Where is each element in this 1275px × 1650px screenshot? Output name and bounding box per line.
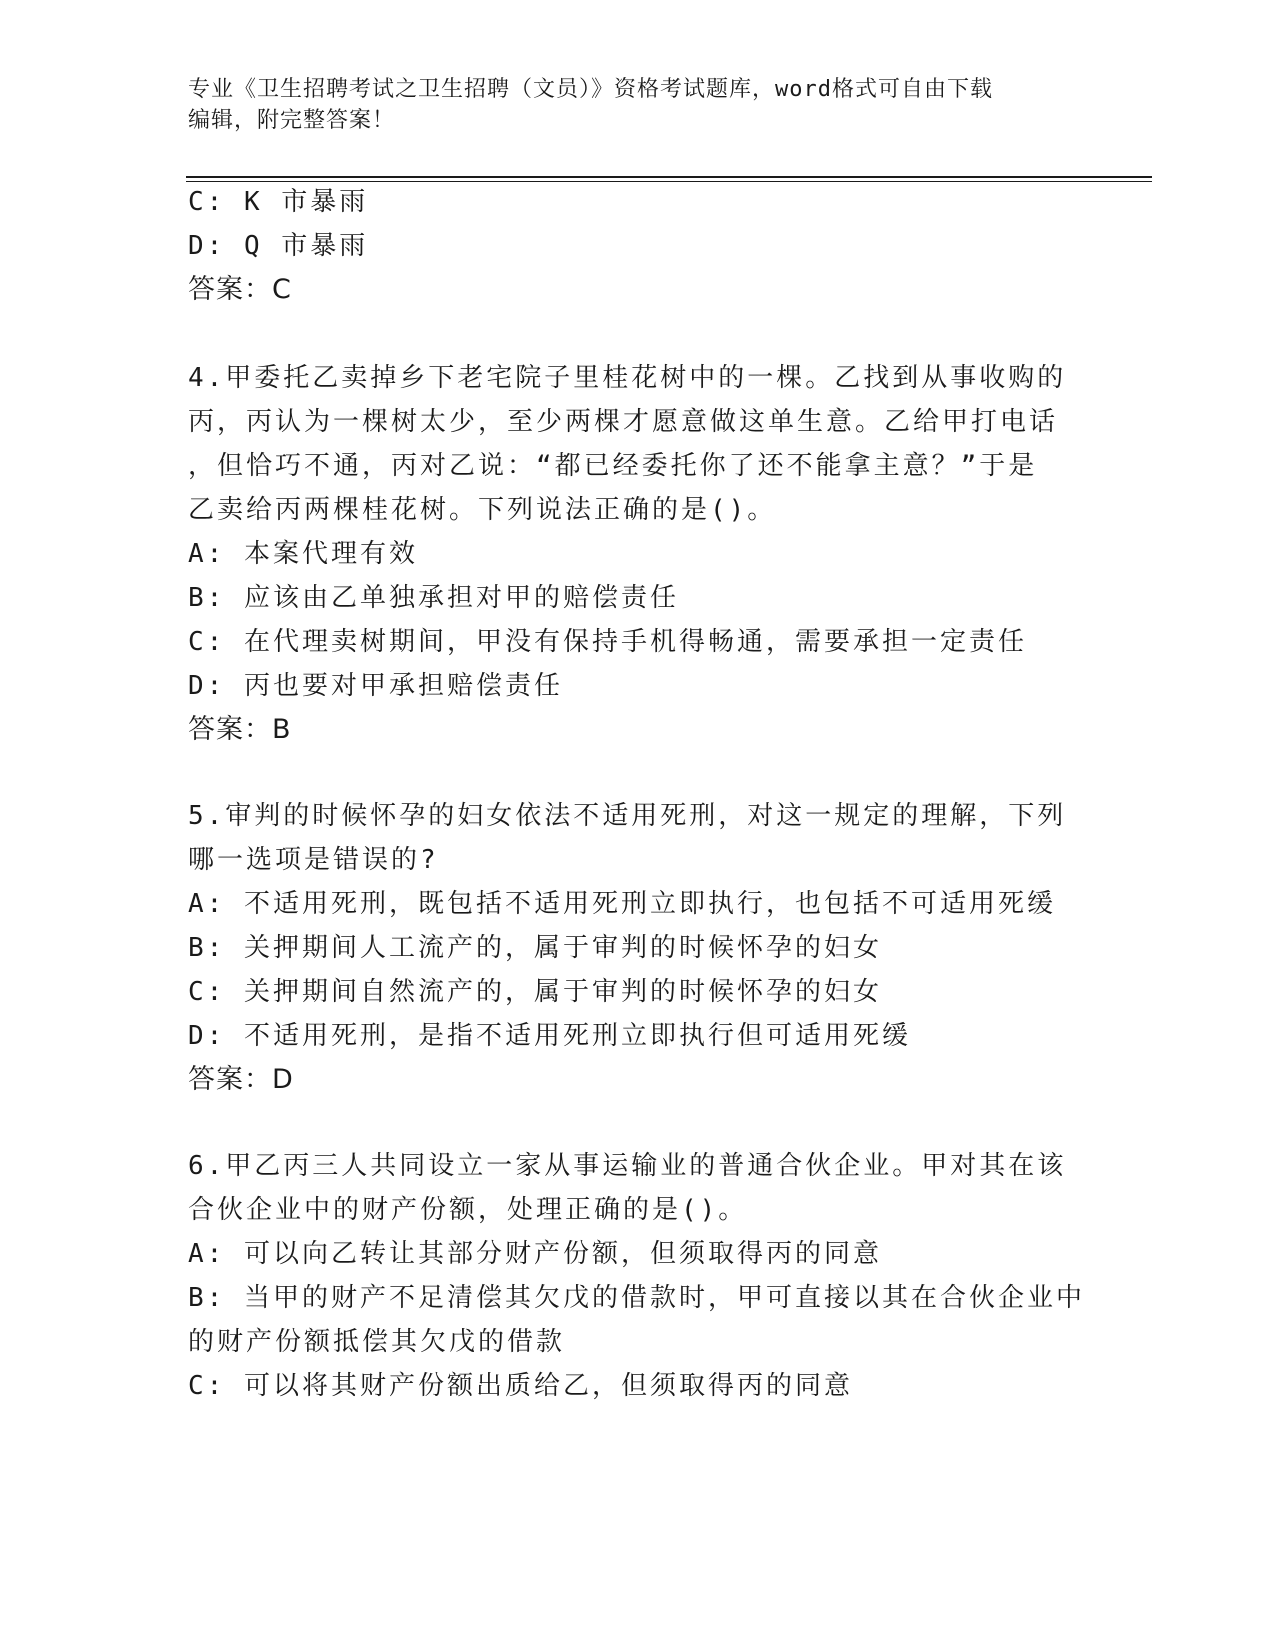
- q6-option-b-line-2: 的财产份额抵偿其欠戊的借款: [188, 1327, 566, 1357]
- document-header: [188, 74, 1088, 136]
- q4-option-c: C: 在代理卖树期间，甲没有保持手机得畅通，需要承担一定责任: [188, 627, 1027, 657]
- q5-stem-line-1: 5.审判的时候怀孕的妇女依法不适用死刑，对这一规定的理解，下列: [188, 801, 1067, 831]
- q5-option-b: B: 关押期间人工流产的，属于审判的时候怀孕的妇女: [188, 933, 882, 963]
- q4-option-a: A: 本案代理有效: [188, 539, 418, 569]
- q3-option-c: C: K 市暴雨: [188, 187, 369, 217]
- q5-option-d: D: 不适用死刑，是指不适用死刑立即执行但可适用死缓: [188, 1021, 911, 1051]
- q4-option-b: B: 应该由乙单独承担对甲的赔偿责任: [188, 583, 679, 613]
- q6-stem-line-2: 合伙企业中的财产份额，处理正确的是()。: [188, 1195, 748, 1225]
- q4-stem-line-3: ，但恰巧不通，丙对乙说：“都已经委托你了还不能拿主意？”于是: [188, 451, 1038, 481]
- q3-answer: 答案：C: [188, 274, 292, 305]
- header-line-1: 专业《卫生招聘考试之卫生招聘（文员）》资格考试题库，word格式可自由下载: [188, 77, 993, 102]
- q4-stem-line-2: 丙，丙认为一棵树太少，至少两棵才愿意做这单生意。乙给甲打电话: [188, 407, 1059, 437]
- q5-stem-line-2: 哪一选项是错误的?: [188, 845, 439, 875]
- header-line-2: 编辑，附完整答案！: [188, 108, 396, 133]
- header-divider-thin: [186, 181, 1152, 182]
- q5-option-c: C: 关押期间自然流产的，属于审判的时候怀孕的妇女: [188, 977, 882, 1007]
- q6-option-a: A: 可以向乙转让其部分财产份额，但须取得丙的同意: [188, 1239, 882, 1269]
- q3-option-d: D: Q 市暴雨: [188, 231, 369, 261]
- header-divider-thick: [186, 176, 1152, 178]
- q6-option-b-line-1: B: 当甲的财产不足清偿其欠戊的借款时，甲可直接以其在合伙企业中: [188, 1283, 1085, 1313]
- q6-option-c: C: 可以将其财产份额出质给乙，但须取得丙的同意: [188, 1371, 853, 1401]
- q4-stem-line-4: 乙卖给丙两棵桂花树。下列说法正确的是()。: [188, 495, 777, 525]
- q5-option-a: A: 不适用死刑，既包括不适用死刑立即执行，也包括不可适用死缓: [188, 889, 1056, 919]
- q4-answer: 答案：B: [188, 714, 292, 745]
- q5-answer: 答案：D: [188, 1064, 294, 1095]
- q4-stem-line-1: 4.甲委托乙卖掉乡下老宅院子里桂花树中的一棵。乙找到从事收购的: [188, 363, 1067, 393]
- q4-option-d: D: 丙也要对甲承担赔偿责任: [188, 671, 563, 701]
- q6-stem-line-1: 6.甲乙丙三人共同设立一家从事运输业的普通合伙企业。甲对其在该: [188, 1151, 1067, 1181]
